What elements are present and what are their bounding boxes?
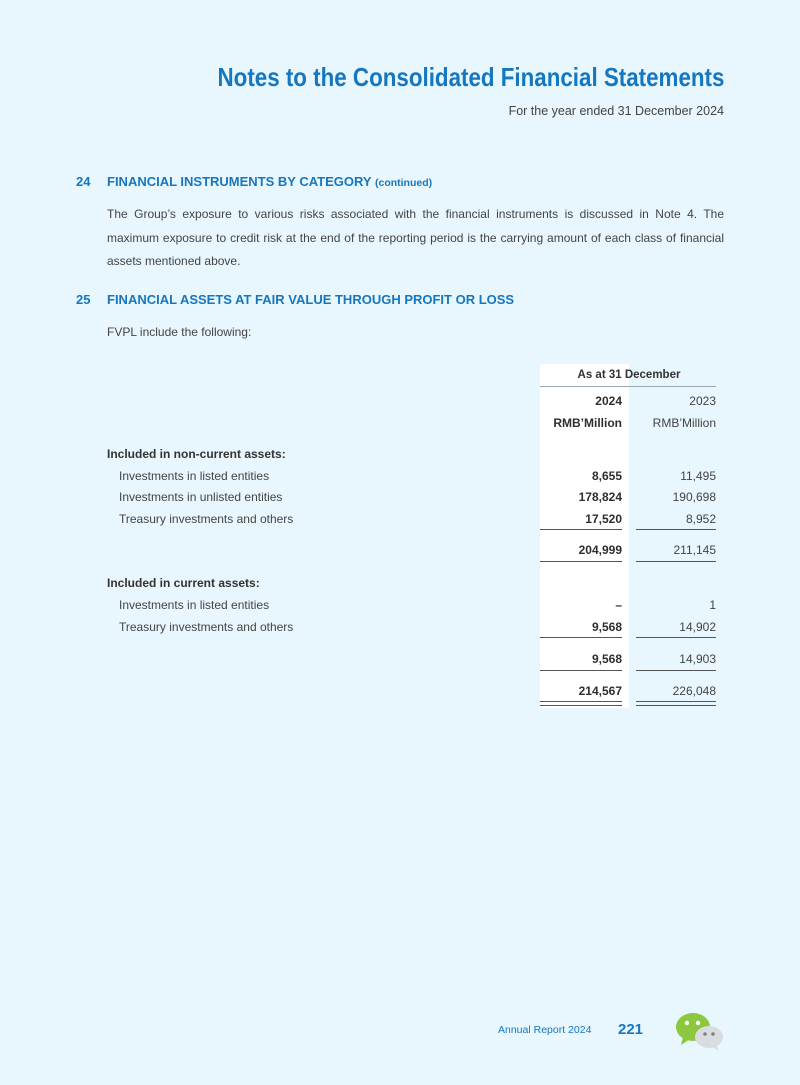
continued-label: (continued) xyxy=(374,177,433,189)
group-label-non-current: Included in non-current assets: xyxy=(107,447,286,461)
page-number: 221 xyxy=(618,1021,644,1038)
cell-2024: – xyxy=(615,598,622,612)
subtotal-underline xyxy=(636,670,716,671)
row-label: Investments in listed entities xyxy=(119,598,270,612)
column-unit-2023: RMB’Million xyxy=(652,416,716,430)
subtotal-rule xyxy=(540,529,622,530)
cell-2023: 8,952 xyxy=(685,512,716,526)
cell-2024: 9,568 xyxy=(591,620,622,634)
group-label-current: Included in current assets: xyxy=(107,576,260,590)
row-label: Investments in unlisted entities xyxy=(119,490,283,504)
row-label: Investments in listed entities xyxy=(119,469,270,483)
cell-2024: 178,824 xyxy=(578,490,622,504)
subtotal-rule xyxy=(636,637,716,638)
subtotal-underline xyxy=(636,561,716,562)
subtotal-2023: 14,903 xyxy=(679,652,716,666)
subtotal-underline xyxy=(540,670,622,671)
section-paragraph: The Group’s exposure to various risks associated with the financial instruments is discussed in Note 4. The maximum exposure to credit risk at the end of the reporting period is the carrying amount of each class of financial assets mentioned above. xyxy=(107,207,724,268)
page-title: Notes to the Consolidated Financial Statements xyxy=(217,62,724,92)
subtotal-2023: 211,145 xyxy=(673,543,716,557)
header-divider xyxy=(540,386,716,387)
total-2023: 226,048 xyxy=(672,684,716,698)
section-title xyxy=(107,174,432,189)
column-header-2023: 2023 xyxy=(689,394,716,408)
cell-2024: 8,655 xyxy=(591,469,622,483)
subtotal-2024: 9,568 xyxy=(591,652,622,666)
footer-report-label: Annual Report 2024 xyxy=(498,1024,592,1036)
section-title-text: FINANCIAL INSTRUMENTS BY CATEGORY xyxy=(107,174,372,189)
row-label: Treasury investments and others xyxy=(119,512,294,526)
section-number: 24 xyxy=(76,174,91,189)
total-2024: 214,567 xyxy=(578,684,622,698)
cell-2023: 14,902 xyxy=(679,620,716,634)
cell-2023: 190,698 xyxy=(672,490,716,504)
section-intro: FVPL include the following: xyxy=(107,325,252,339)
page-subtitle: For the year ended 31 December 2024 xyxy=(508,104,724,118)
column-unit-2024: RMB’Million xyxy=(553,416,622,430)
total-double-rule xyxy=(636,701,716,706)
section-number: 25 xyxy=(76,292,91,307)
subtotal-rule xyxy=(540,637,622,638)
row-label: Treasury investments and others xyxy=(119,620,294,634)
cell-2023: 11,495 xyxy=(680,469,716,483)
subtotal-rule xyxy=(636,529,716,530)
total-double-rule xyxy=(540,701,622,706)
cell-2023: 1 xyxy=(709,598,716,612)
subtotal-2024: 204,999 xyxy=(578,543,622,557)
subtotal-underline xyxy=(540,561,622,562)
column-header-2024: 2024 xyxy=(595,394,622,408)
section-title: FINANCIAL ASSETS AT FAIR VALUE THROUGH PROFIT OR LOSS xyxy=(107,292,515,307)
wechat-icon xyxy=(674,1010,726,1052)
cell-2024: 17,520 xyxy=(585,512,622,526)
table-group-header: As at 31 December xyxy=(577,369,681,381)
